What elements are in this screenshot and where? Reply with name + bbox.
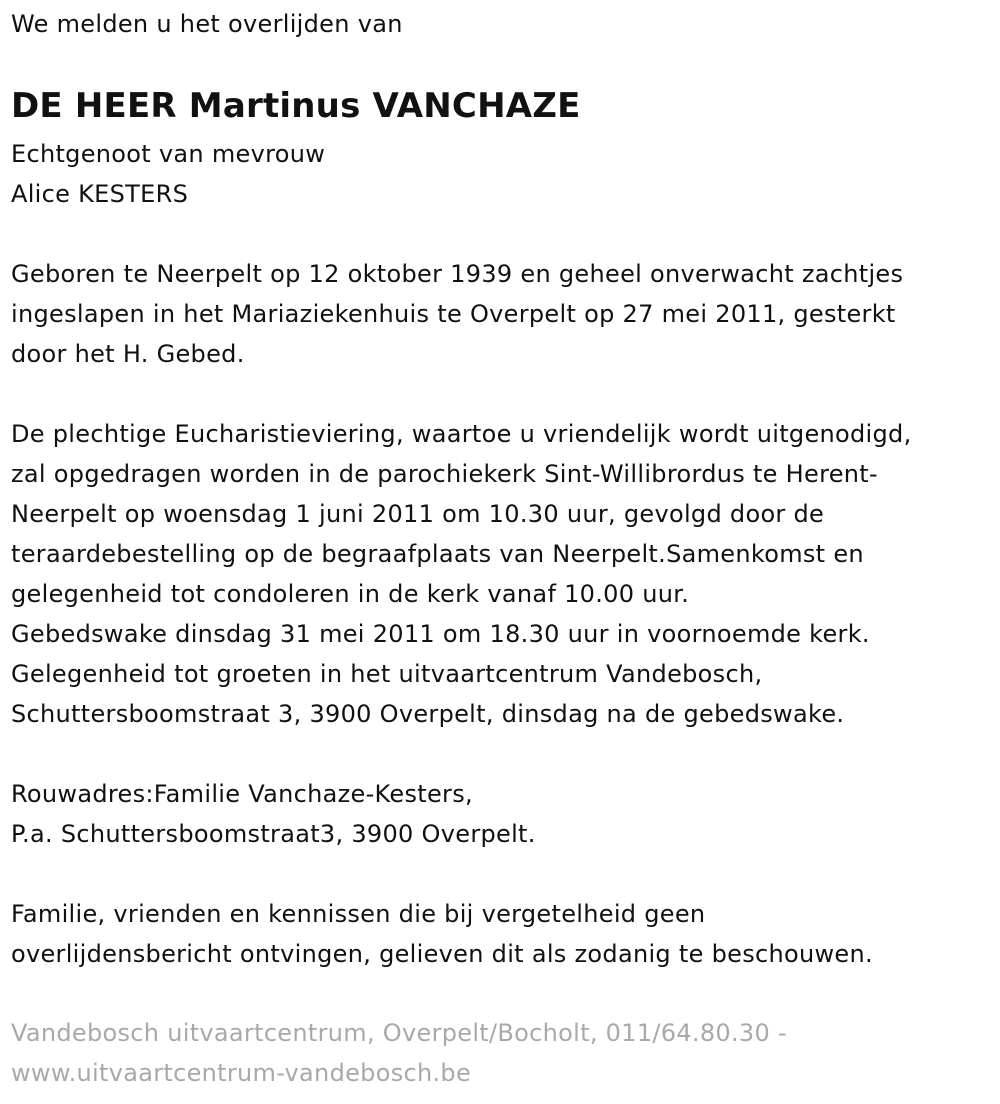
- ceremony-line: Schuttersboomstraat 3, 3900 Overpelt, dinsdag na de gebedswake.: [11, 700, 845, 728]
- birth-death-line: Geboren te Neerpelt op 12 oktober 1939 en geheel onverwacht zachtjes: [11, 260, 904, 288]
- spouse-name: Alice KESTERS: [11, 180, 189, 208]
- mourning-address-line: P.a. Schuttersboomstraat3, 3900 Overpelt.: [11, 820, 536, 848]
- intro-text: We melden u het overlijden van: [11, 10, 403, 38]
- notice-line: Familie, vrienden en kennissen die bij vergetelheid geen: [11, 900, 706, 928]
- ceremony-line: Neerpelt op woensdag 1 juni 2011 om 10.30 uur, gevolgd door de: [11, 500, 825, 528]
- ceremony-line: zal opgedragen worden in de parochiekerk Sint-Willibrordus te Herent-: [11, 460, 878, 488]
- deceased-name-title: DE HEER Martinus VANCHAZE: [11, 86, 581, 126]
- birth-death-line: ingeslapen in het Mariaziekenhuis te Overpelt op 27 mei 2011, gesterkt: [11, 300, 896, 328]
- ceremony-line: Gebedswake dinsdag 31 mei 2011 om 18.30 uur in voornoemde kerk.: [11, 620, 870, 648]
- notice-line: overlijdensbericht ontvingen, gelieven dit als zodanig te beschouwen.: [11, 940, 873, 968]
- ceremony-line: teraardebestelling op de begraafplaats van Neerpelt.Samenkomst en: [11, 540, 864, 568]
- mourning-address-line: Rouwadres:Familie Vanchaze-Kesters,: [11, 780, 473, 808]
- birth-death-line: door het H. Gebed.: [11, 340, 245, 368]
- spouse-line: Echtgenoot van mevrouw: [11, 140, 326, 168]
- ceremony-line: gelegenheid tot condoleren in de kerk vanaf 10.00 uur.: [11, 580, 690, 608]
- funeral-home-footer: Vandebosch uitvaartcentrum, Overpelt/Bocholt, 011/64.80.30 -: [11, 1019, 787, 1047]
- funeral-home-website: www.uitvaartcentrum-vandebosch.be: [11, 1059, 472, 1087]
- ceremony-line: De plechtige Eucharistieviering, waartoe u vriendelijk wordt uitgenodigd,: [11, 420, 912, 448]
- ceremony-line: Gelegenheid tot groeten in het uitvaartcentrum Vandebosch,: [11, 660, 763, 688]
